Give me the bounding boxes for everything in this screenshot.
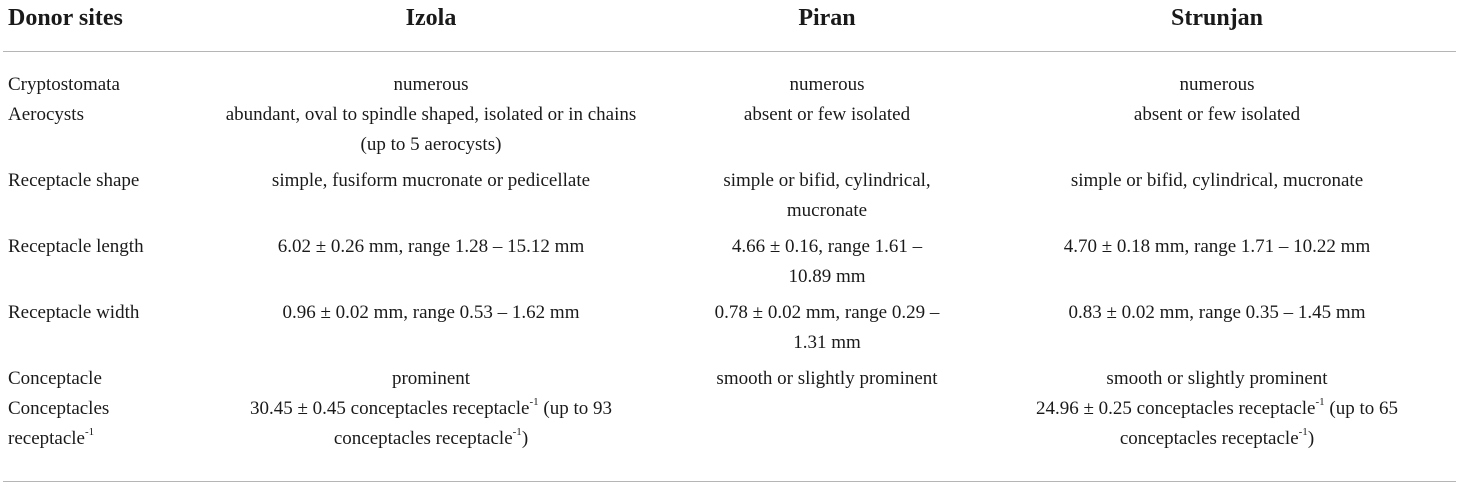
table-row: [3, 52, 1456, 101]
header-strunjan: Strunjan: [978, 0, 1456, 52]
morphology-table: [3, 0, 1456, 454]
cell-izola: 0.96 ± 0.02 mm, range 0.53 – 1.62 mm: [282, 302, 580, 323]
cell-line: 1.31 mm: [793, 332, 861, 353]
cell-strunjan: 4.70 ± 0.18 mm, range 1.71 – 10.22 mm: [1063, 236, 1371, 257]
cell-line: receptacle: [8, 428, 85, 449]
cell-piran: smooth or slightly prominent: [716, 368, 938, 389]
cell-strunjan: 0.83 ± 0.02 mm, range 0.35 – 1.45 mm: [1068, 302, 1366, 323]
table-bottom-rule: [3, 481, 1456, 482]
header-izola: Izola: [186, 0, 676, 52]
superscript: -1: [84, 426, 95, 438]
cell-text: (up to 93: [538, 398, 612, 419]
cell-izola: [186, 100, 676, 160]
row-label-receptacle-length: Receptacle length: [8, 236, 144, 257]
cell-strunjan: [978, 394, 1456, 454]
superscript: -1: [1298, 426, 1308, 438]
superscript: -1: [1315, 396, 1325, 408]
cell-izola: simple, fusiform mucronate or pedicellate: [271, 170, 591, 191]
cell-line: 4.66 ± 0.16, range 1.61 –: [731, 236, 923, 257]
cell-line: abundant, oval to spindle shaped, isolated or in chains: [225, 104, 637, 125]
row-label-cryptostomata: Cryptostomata: [8, 74, 120, 95]
cell-izola: 6.02 ± 0.26 mm, range 1.28 – 15.12 mm: [277, 236, 585, 257]
cell-strunjan: simple or bifid, cylindrical, mucronate: [1070, 170, 1364, 191]
header-donor-sites: Donor sites: [3, 0, 186, 52]
superscript: -1: [512, 426, 522, 438]
table-body: [3, 52, 1456, 455]
table-header: [3, 0, 1456, 52]
cell-line: 0.78 ± 0.02 mm, range 0.29 –: [714, 302, 940, 323]
cell-line: Conceptacles: [8, 398, 110, 419]
cell-text: conceptacles receptacle: [1119, 428, 1299, 449]
superscript: -1: [529, 396, 539, 408]
cell-text: (up to 65: [1324, 398, 1398, 419]
row-label-conceptacles-receptacle: [3, 394, 186, 454]
cell-text: conceptacles receptacle: [333, 428, 513, 449]
table-row: [3, 160, 1456, 226]
header-row: [3, 0, 1456, 52]
cell-izola: numerous: [393, 74, 469, 95]
cell-text: 24.96 ± 0.25 conceptacles receptacle: [1036, 398, 1316, 419]
cell-text: 30.45 ± 0.45 conceptacles receptacle: [250, 398, 530, 419]
cell-piran: [676, 226, 978, 292]
table-row: [3, 226, 1456, 292]
cell-line: (up to 5 aerocysts): [360, 134, 502, 155]
row-label-conceptacle: Conceptacle: [8, 368, 102, 389]
row-label-aerocysts: Aerocysts: [8, 104, 84, 125]
table-row: [3, 100, 1456, 160]
table-row: [3, 292, 1456, 358]
table-row: [3, 394, 1456, 454]
cell-piran: [676, 160, 978, 226]
row-label-receptacle-shape: Receptacle shape: [8, 170, 140, 191]
cell-strunjan: numerous: [1179, 74, 1255, 95]
row-label-receptacle-width: Receptacle width: [8, 302, 140, 323]
cell-strunjan: smooth or slightly prominent: [1106, 368, 1328, 389]
cell-piran: absent or few isolated: [743, 104, 911, 125]
cell-piran: [676, 394, 978, 454]
cell-text: ): [521, 428, 529, 449]
cell-line: 10.89 mm: [788, 266, 866, 287]
cell-piran: [676, 292, 978, 358]
cell-line: simple or bifid, cylindrical,: [723, 170, 931, 191]
cell-text: ): [1307, 428, 1315, 449]
cell-piran: numerous: [789, 74, 865, 95]
table-row: [3, 358, 1456, 394]
header-piran: Piran: [676, 0, 978, 52]
cell-strunjan: absent or few isolated: [1133, 104, 1301, 125]
cell-izola: [186, 394, 676, 454]
cell-line: mucronate: [786, 200, 868, 221]
cell-izola: prominent: [391, 368, 471, 389]
